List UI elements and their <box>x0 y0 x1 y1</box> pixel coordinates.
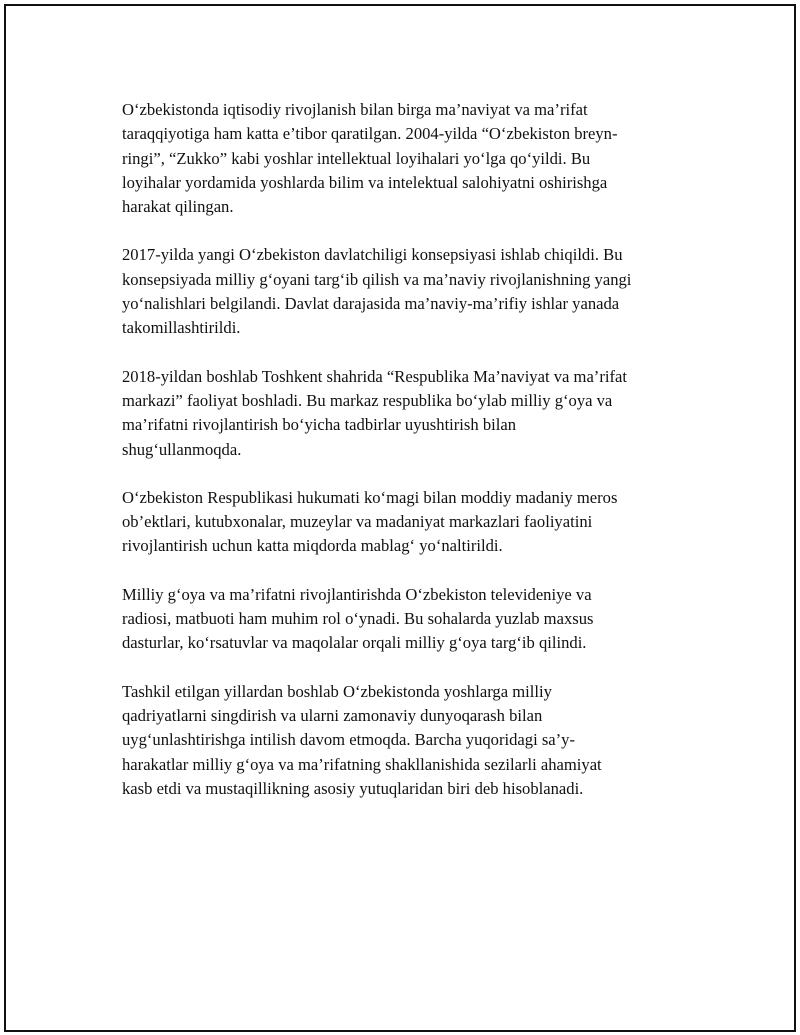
text-line: harakat qilingan. <box>122 197 234 217</box>
text-line: uyg‘unlashtirishga intilish davom etmoqda. Barcha yuqoridagi sa’y- <box>122 730 576 750</box>
text-line: takomillashtirildi. <box>122 318 241 338</box>
text-line: konsepsiyada milliy g‘oyani targ‘ib qilish va ma’naviy rivojlanishning yangi <box>122 269 632 289</box>
text-line: qadriyatlarni singdirish va ularni zamonaviy dunyoqarash bilan <box>122 705 543 725</box>
paragraph-1 <box>122 98 652 219</box>
page-frame <box>4 4 796 1032</box>
text-line: 2017-yilda yangi O‘zbekiston davlatchiligi konsepsiyasi ishlab chiqildi. Bu <box>122 245 623 265</box>
text-line: markazi” faoliyat boshladi. Bu markaz respublika bo‘ylab milliy g‘oya va <box>122 390 613 410</box>
paragraph-4 <box>122 486 652 559</box>
text-line: shug‘ullanmoqda. <box>122 439 242 459</box>
text-line: taraqqiyotiga ham katta e’tibor qaratilgan. 2004-yilda “O‘zbekiston breyn- <box>122 124 618 144</box>
paragraph-3 <box>122 365 652 462</box>
paragraph-5 <box>122 583 652 656</box>
document-body <box>122 98 652 825</box>
text-line: rivojlantirish uchun katta miqdorda mablag‘ yo‘naltirildi. <box>122 536 503 556</box>
text-line: O‘zbekiston Respublikasi hukumati ko‘magi bilan moddiy madaniy meros <box>122 487 618 507</box>
text-line: kasb etdi va mustaqillikning asosiy yutuqlaridan biri deb hisoblanadi. <box>122 778 584 798</box>
paragraph-2 <box>122 243 652 340</box>
text-line: loyihalar yordamida yoshlarda bilim va intelektual salohiyatni oshirishga <box>122 172 608 192</box>
text-line: Tashkil etilgan yillardan boshlab O‘zbekistonda yoshlarga milliy <box>122 681 552 701</box>
text-line: ringi”, “Zukko” kabi yoshlar intellektual loyihalari yo‘lga qo‘yildi. Bu <box>122 148 591 168</box>
text-line: harakatlar milliy g‘oya va ma’rifatning shakllanishida sezilarli ahamiyat <box>122 754 602 774</box>
text-line: Milliy g‘oya va ma’rifatni rivojlantirishda O‘zbekiston televideniye va <box>122 584 592 604</box>
text-line: 2018-yildan boshlab Toshkent shahrida “Respublika Ma’naviyat va ma’rifat <box>122 366 627 386</box>
text-line: radiosi, matbuoti ham muhim rol o‘ynadi. Bu sohalarda yuzlab maxsus <box>122 609 594 629</box>
text-line: ob’ektlari, kutubxonalar, muzeylar va madaniyat markazlari faoliyatini <box>122 512 593 532</box>
text-line: yo‘nalishlari belgilandi. Davlat darajasida ma’naviy-ma’rifiy ishlar yanada <box>122 294 620 314</box>
text-line: dasturlar, ko‘rsatuvlar va maqolalar orqali milliy g‘oya targ‘ib qilindi. <box>122 633 587 653</box>
text-line: ma’rifatni rivojlantirish bo‘yicha tadbirlar uyushtirish bilan <box>122 415 517 435</box>
paragraph-6 <box>122 680 652 801</box>
text-line: O‘zbekistonda iqtisodiy rivojlanish bilan birga ma’naviyat va ma’rifat <box>122 100 588 119</box>
